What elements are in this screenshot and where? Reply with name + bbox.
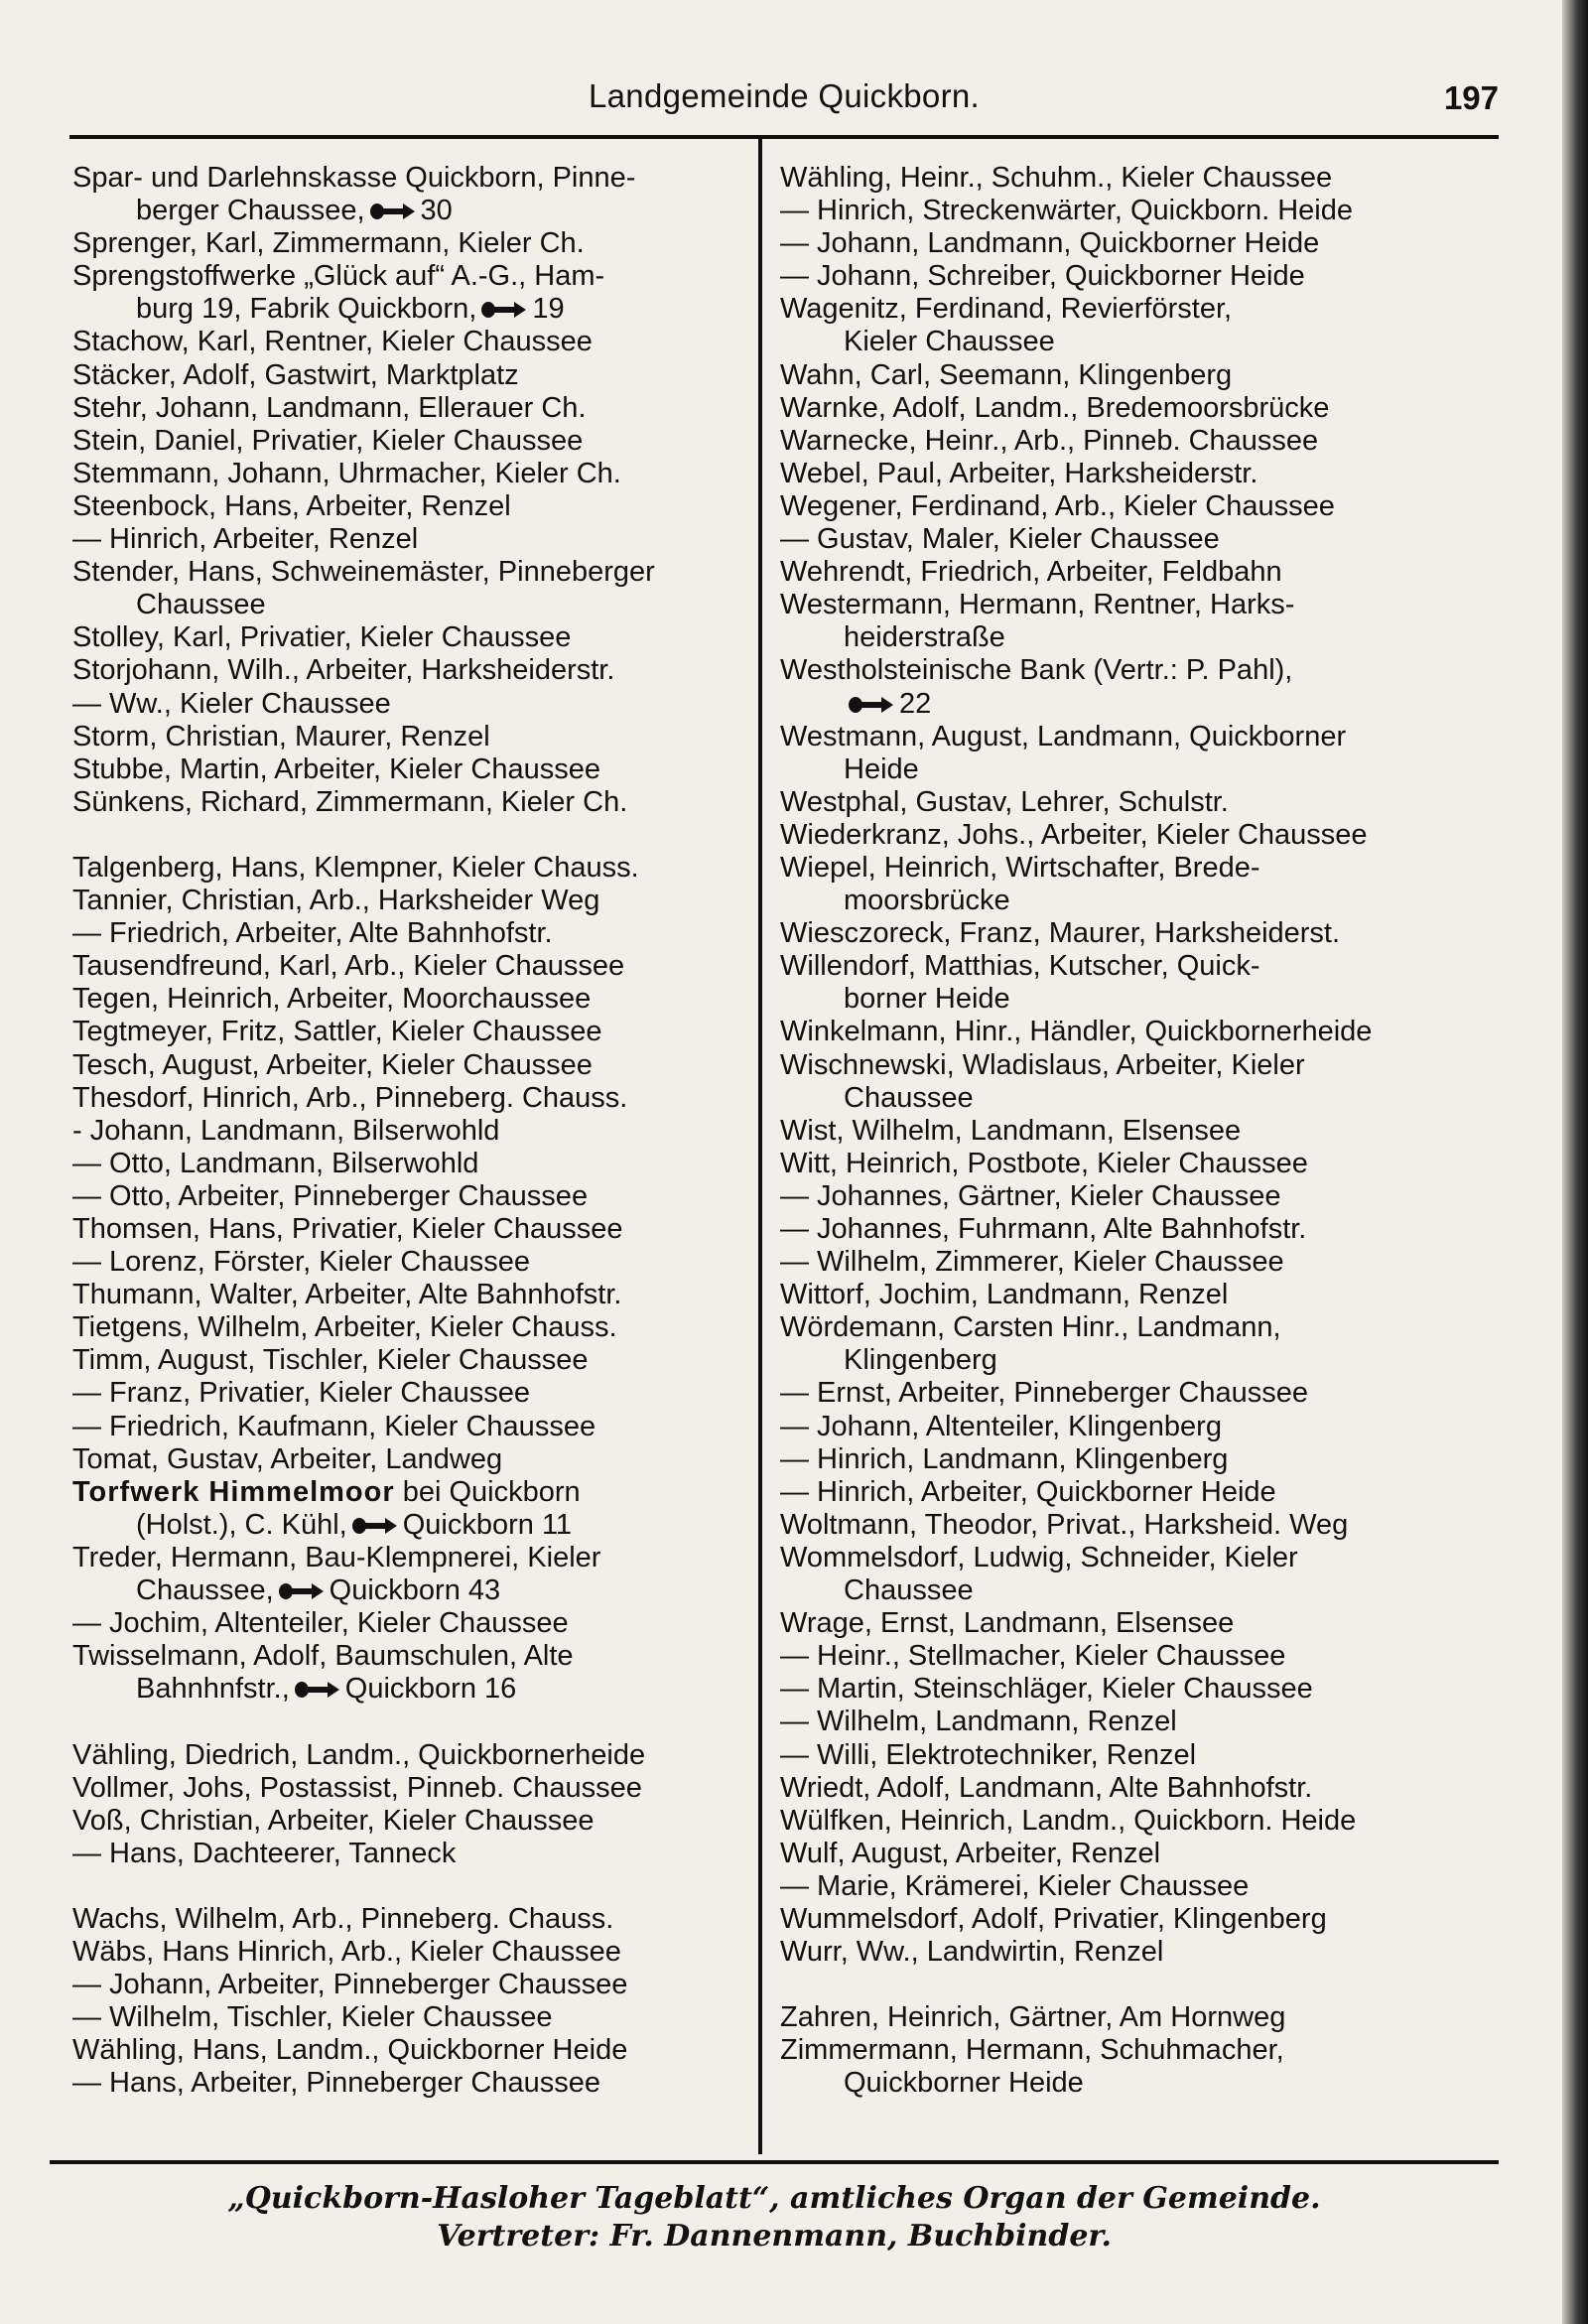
telephone-receiver-icon	[480, 300, 528, 320]
directory-entry	[780, 1903, 1495, 1936]
directory-entry	[780, 1870, 1495, 1903]
directory-entry	[780, 721, 1495, 753]
entry-text: Tannier, Christian, Arb., Harksheider Weg	[72, 885, 600, 917]
entry-text: — Gustav, Maler, Kieler Chaussee	[780, 523, 1220, 556]
directory-entry	[780, 359, 1495, 392]
directory-entry	[780, 1246, 1495, 1279]
directory-entry	[780, 1739, 1495, 1772]
entry-text: berger Chaussee,	[136, 195, 365, 227]
directory-entry	[780, 1311, 1495, 1344]
directory-entry	[72, 1574, 757, 1607]
directory-entry	[72, 1279, 757, 1311]
directory-column-right	[780, 162, 1495, 2101]
entry-text: — Heinr., Stellmacher, Kieler Chaussee	[780, 1640, 1286, 1673]
entry-text: Wommelsdorf, Ludwig, Schneider, Kieler	[780, 1541, 1298, 1573]
entry-phone-number: Quickborn 11	[402, 1508, 573, 1541]
directory-entry	[72, 852, 757, 885]
entry-text: Wist, Wilhelm, Landmann, Elsensee	[780, 1114, 1242, 1147]
entry-text: — Lorenz, Förster, Kieler Chaussee	[72, 1246, 530, 1279]
directory-entry	[780, 852, 1495, 885]
header-rule	[69, 135, 1499, 139]
entry-text: Woltmann, Theodor, Privat., Harksheid. Weg	[780, 1508, 1349, 1541]
telephone-receiver-icon	[278, 1581, 326, 1601]
directory-entry	[780, 1936, 1495, 1969]
directory-entry	[72, 753, 757, 786]
entry-phone-number: 22	[899, 687, 932, 720]
directory-entry	[780, 1016, 1495, 1048]
telephone-receiver-icon	[294, 1680, 341, 1700]
directory-entry	[780, 654, 1495, 687]
directory-entry	[780, 1542, 1495, 1574]
directory-entry	[780, 490, 1495, 523]
column-divider	[758, 139, 762, 2154]
entry-text: Wachs, Wilhelm, Arb., Pinneberg. Chauss.	[72, 1902, 614, 1935]
page-title: Landgemeinde Quickborn.	[589, 77, 980, 114]
entry-text: — Martin, Steinschläger, Kieler Chaussee	[780, 1673, 1313, 1706]
entry-text: — Ww., Kieler Chaussee	[72, 687, 391, 720]
directory-entry	[780, 392, 1495, 425]
entry-text: Stäcker, Adolf, Gastwirt, Marktplatz	[72, 358, 519, 391]
entry-text: moorsbrücke	[844, 885, 1010, 917]
directory-entry	[780, 326, 1495, 358]
entry-text: Tesch, August, Arbeiter, Kieler Chaussee	[72, 1048, 593, 1081]
entry-text: — Ernst, Arbeiter, Pinneberger Chaussee	[780, 1377, 1308, 1410]
directory-entry	[72, 1772, 757, 1805]
entry-text: Winkelmann, Hinr., Händler, Quickbornerheide	[780, 1016, 1373, 1048]
entry-text: Steenbock, Hans, Arbeiter, Renzel	[72, 489, 511, 522]
entry-text: — Hans, Dachteerer, Tanneck	[72, 1837, 457, 1869]
directory-entry	[780, 1476, 1495, 1509]
entry-text: Wehrendt, Friedrich, Arbeiter, Feldbahn	[780, 556, 1282, 589]
directory-entry	[780, 195, 1495, 227]
entry-text: — Friedrich, Arbeiter, Alte Bahnhofstr.	[72, 917, 553, 950]
directory-entry	[780, 1838, 1495, 1870]
directory-entry	[72, 1180, 757, 1213]
directory-entry	[72, 1739, 757, 1772]
entry-text: Heide	[844, 752, 919, 785]
entry-text: Wiesczoreck, Franz, Maurer, Harksheiderst.	[780, 917, 1341, 950]
directory-entry	[780, 1607, 1495, 1640]
entry-text: Stubbe, Martin, Arbeiter, Kieler Chaussee	[72, 752, 600, 785]
directory-entry	[780, 1509, 1495, 1542]
directory-entry	[780, 1115, 1495, 1148]
directory-entry	[780, 1443, 1495, 1476]
directory-entry	[780, 1082, 1495, 1115]
entry-text: Westphal, Gustav, Lehrer, Schulstr.	[780, 785, 1229, 818]
directory-entry	[72, 1673, 757, 1706]
entry-text: Wriedt, Adolf, Landmann, Alte Bahnhofstr.	[780, 1771, 1313, 1804]
entry-text: Vähling, Diedrich, Landm., Quickbornerheide	[72, 1738, 646, 1771]
entry-text: — Otto, Arbeiter, Pinneberger Chaussee	[72, 1179, 589, 1212]
entry-text: Wähling, Hans, Landm., Quickborner Heide	[72, 2034, 628, 2067]
entry-text: Tietgens, Wilhelm, Arbeiter, Kieler Chauss.	[72, 1311, 617, 1344]
directory-entry	[72, 983, 757, 1016]
entry-text: — Friedrich, Kaufmann, Kieler Chaussee	[72, 1410, 596, 1442]
entry-text: — Hinrich, Arbeiter, Renzel	[72, 523, 419, 556]
directory-entry	[72, 1246, 757, 1279]
entry-text: Tausendfreund, Karl, Arb., Kieler Chaussee	[72, 950, 625, 983]
entry-text: Zimmermann, Hermann, Schuhmacher,	[780, 2034, 1284, 2067]
directory-entry	[72, 688, 757, 721]
entry-text: Spar- und Darlehnskasse Quickborn, Pinne-	[72, 162, 636, 194]
directory-entry	[780, 556, 1495, 589]
directory-entry	[72, 621, 757, 654]
directory-entry	[72, 1148, 757, 1180]
entry-text: Witt, Heinrich, Postbote, Kieler Chaussee	[780, 1147, 1308, 1179]
directory-entry	[72, 1115, 757, 1148]
entry-text: Voß, Christian, Arbeiter, Kieler Chaussee	[72, 1804, 595, 1837]
page-number: 197	[1443, 79, 1499, 116]
directory-entry	[780, 458, 1495, 490]
directory-entry	[72, 293, 757, 326]
entry-text: Chaussee	[844, 1574, 974, 1607]
directory-entry	[780, 589, 1495, 621]
entry-text: (Holst.), C. Kühl,	[136, 1508, 347, 1541]
directory-entry	[72, 2034, 757, 2067]
entry-text: — Otto, Landmann, Bilserwohld	[72, 1147, 479, 1179]
entry-text: Wegener, Ferdinand, Arb., Kieler Chaussee	[780, 489, 1335, 522]
entry-text: — Johann, Schreiber, Quickborner Heide	[780, 260, 1305, 293]
directory-entry	[72, 786, 757, 819]
directory-entry	[780, 1148, 1495, 1180]
directory-entry	[72, 1542, 757, 1574]
directory-entry	[72, 425, 757, 458]
entry-text: — Wilhelm, Tischler, Kieler Chaussee	[72, 2001, 553, 2034]
telephone-receiver-icon	[848, 695, 895, 715]
entry-phone-number: 30	[420, 195, 453, 227]
entry-text: Treder, Hermann, Bau-Klempnerei, Kieler	[72, 1541, 601, 1573]
entry-text: — Hans, Arbeiter, Pinneberger Chaussee	[72, 2067, 600, 2100]
directory-entry	[780, 1180, 1495, 1213]
directory-entry	[72, 1411, 757, 1443]
entry-text: — Johann, Altenteiler, Klingenberg	[780, 1410, 1222, 1442]
directory-entry	[780, 1344, 1495, 1377]
page-footer	[50, 2180, 1499, 2256]
directory-entry	[780, 983, 1495, 1016]
entry-text: Twisselmann, Adolf, Baumschulen, Alte	[72, 1640, 574, 1673]
entry-company-name: Torfwerk Himmelmoor	[72, 1475, 395, 1508]
entry-text: Stolley, Karl, Privatier, Kieler Chaussee	[72, 621, 572, 654]
directory-entry	[780, 523, 1495, 556]
entry-text: Sprenger, Karl, Zimmermann, Kieler Ch.	[72, 227, 585, 260]
entry-text: Warnecke, Heinr., Arb., Pinneb. Chaussee	[780, 424, 1319, 457]
directory-entry	[72, 589, 757, 621]
entry-text: Wittorf, Jochim, Landmann, Renzel	[780, 1279, 1229, 1311]
telephone-receiver-icon	[351, 1516, 399, 1536]
footer-line-representative: Vertreter: Fr. Dannenmann, Buchbinder.	[437, 2219, 1112, 2254]
directory-entry	[72, 392, 757, 425]
directory-entry	[72, 1838, 757, 1870]
entry-text: Wischnewski, Wladislaus, Arbeiter, Kieler	[780, 1048, 1305, 1081]
entry-text: Kieler Chaussee	[844, 326, 1055, 358]
directory-entry	[72, 2001, 757, 2034]
directory-entry	[72, 195, 757, 227]
entry-text: Wummelsdorf, Adolf, Privatier, Klingenberg	[780, 1902, 1327, 1935]
entry-text: Stehr, Johann, Landmann, Ellerauer Ch.	[72, 391, 587, 424]
directory-entry	[72, 458, 757, 490]
directory-entry	[72, 1443, 757, 1476]
entry-text: Westermann, Hermann, Rentner, Harks-	[780, 589, 1295, 621]
footer-rule	[50, 2160, 1499, 2164]
directory-entry	[780, 786, 1495, 819]
entry-text: Storjohann, Wilh., Arbeiter, Harksheiderstr.	[72, 654, 615, 687]
directory-entry	[780, 227, 1495, 260]
directory-entry	[780, 1279, 1495, 1311]
entry-text: Wulf, August, Arbeiter, Renzel	[780, 1837, 1161, 1869]
entry-text: — Hinrich, Arbeiter, Quickborner Heide	[780, 1475, 1276, 1508]
directory-entry	[780, 260, 1495, 293]
directory-entry	[780, 2034, 1495, 2067]
directory-entry	[72, 326, 757, 358]
entry-text: Willendorf, Matthias, Kutscher, Quick-	[780, 950, 1260, 983]
entry-text: Torfwerk Himmelmoor bei Quickborn	[72, 1475, 581, 1508]
directory-entry	[780, 293, 1495, 326]
entry-text: Vollmer, Johs, Postassist, Pinneb. Chaussee	[72, 1771, 642, 1804]
directory-entry	[780, 819, 1495, 852]
entry-text: Chaussee	[136, 589, 266, 621]
entry-text: Talgenberg, Hans, Klempner, Kieler Chauss.	[72, 851, 639, 884]
directory-entry	[72, 1213, 757, 1246]
directory-entry	[72, 227, 757, 260]
entry-text: Wagenitz, Ferdinand, Revierförster,	[780, 293, 1233, 326]
entry-text: Wahn, Carl, Seemann, Klingenberg	[780, 358, 1233, 391]
directory-entry	[780, 753, 1495, 786]
entry-text: Bahnhnfstr.,	[136, 1673, 290, 1706]
entry-phone-number: 19	[532, 293, 565, 326]
entry-text: Westmann, August, Landmann, Quickborner	[780, 720, 1347, 752]
entry-text: Wördemann, Carsten Hinr., Landmann,	[780, 1311, 1281, 1344]
directory-entry	[780, 950, 1495, 983]
entry-text: Storm, Christian, Maurer, Renzel	[72, 720, 490, 752]
directory-entry	[72, 1311, 757, 1344]
entry-text: Wurr, Ww., Landwirtin, Renzel	[780, 1936, 1164, 1969]
entry-text: Klingenberg	[844, 1344, 997, 1377]
directory-entry	[780, 425, 1495, 458]
entry-text: Tegen, Heinrich, Arbeiter, Moorchaussee	[72, 983, 592, 1016]
entry-text: heiderstraße	[844, 621, 1005, 654]
entry-text: Tomat, Gustav, Arbeiter, Landweg	[72, 1442, 503, 1475]
entry-text: Westholsteinische Bank (Vertr.: P. Pahl),	[780, 654, 1293, 687]
entry-phone-number: Quickborn 16	[344, 1673, 517, 1706]
directory-entry	[72, 1607, 757, 1640]
page-binding-edge	[1562, 0, 1588, 2324]
entry-text: Thomsen, Hans, Privatier, Kieler Chaussee	[72, 1213, 623, 1245]
directory-entry	[72, 1936, 757, 1969]
directory-entry	[72, 490, 757, 523]
page-header	[69, 77, 1499, 137]
entry-text: Zahren, Heinrich, Gärtner, Am Hornweg	[780, 2001, 1286, 2034]
directory-entry	[72, 1640, 757, 1673]
entry-text: Wiederkranz, Johs., Arbeiter, Kieler Chaussee	[780, 818, 1368, 851]
directory-entry	[72, 654, 757, 687]
directory-entry	[72, 1509, 757, 1542]
entry-text: Thesdorf, Hinrich, Arb., Pinneberg. Chauss.	[72, 1081, 628, 1114]
entry-text: — Hinrich, Streckenwärter, Quickborn. Heide	[780, 195, 1353, 227]
entry-text: Stachow, Karl, Rentner, Kieler Chaussee	[72, 326, 593, 358]
directory-entry	[780, 1377, 1495, 1410]
entry-text: — Franz, Privatier, Kieler Chaussee	[72, 1377, 530, 1410]
entry-text: Stemmann, Johann, Uhrmacher, Kieler Ch.	[72, 457, 621, 489]
directory-entry	[72, 1344, 757, 1377]
entry-text: — Hinrich, Landmann, Klingenberg	[780, 1442, 1229, 1475]
entry-text: Wiepel, Heinrich, Wirtschafter, Brede-	[780, 851, 1260, 884]
entry-text: Timm, August, Tischler, Kieler Chaussee	[72, 1344, 589, 1377]
entry-text: — Willi, Elektrotechniker, Renzel	[780, 1738, 1197, 1771]
directory-entry	[780, 621, 1495, 654]
directory-entry	[72, 950, 757, 983]
entry-text: — Johannes, Fuhrmann, Alte Bahnhofstr.	[780, 1213, 1307, 1245]
entry-text: Wäbs, Hans Hinrich, Arb., Kieler Chaussee	[72, 1936, 621, 1969]
entry-text: — Wilhelm, Landmann, Renzel	[780, 1706, 1177, 1738]
entry-text: Wrage, Ernst, Landmann, Elsensee	[780, 1607, 1235, 1640]
directory-entry	[780, 688, 1495, 721]
entry-text: — Johann, Arbeiter, Pinneberger Chaussee	[72, 1969, 628, 2001]
entry-text: Chaussee	[844, 1081, 974, 1114]
entry-text: — Wilhelm, Zimmerer, Kieler Chaussee	[780, 1246, 1284, 1279]
directory-entry	[780, 2001, 1495, 2034]
directory-entry	[72, 885, 757, 917]
directory-entry	[72, 1903, 757, 1936]
entry-text: - Johann, Landmann, Bilserwohld	[72, 1114, 500, 1147]
directory-entry	[72, 1476, 757, 1509]
directory-entry	[72, 917, 757, 950]
entry-phone-number: Quickborn 43	[329, 1574, 501, 1607]
entry-text: Wülfken, Heinrich, Landm., Quickborn. Heide	[780, 1804, 1357, 1837]
entry-text: — Marie, Krämerei, Kieler Chaussee	[780, 1869, 1250, 1902]
directory-entry	[780, 1049, 1495, 1082]
directory-entry	[72, 2067, 757, 2100]
entry-text: Quickborner Heide	[844, 2067, 1084, 2100]
directory-column-left	[72, 162, 757, 2101]
entry-text: Stender, Hans, Schweinemäster, Pinneberger	[72, 556, 655, 589]
directory-entry	[780, 2067, 1495, 2100]
entry-text: burg 19, Fabrik Quickborn,	[136, 293, 477, 326]
entry-text: Thumann, Walter, Arbeiter, Alte Bahnhofstr.	[72, 1279, 622, 1311]
entry-text: Tegtmeyer, Fritz, Sattler, Kieler Chaussee	[72, 1016, 602, 1048]
telephone-receiver-icon	[369, 202, 417, 221]
footer-line-newspaper: „Quickborn-Hasloher Tageblatt“, amtliches Organ der Gemeinde.	[227, 2181, 1321, 2216]
directory-entry	[72, 523, 757, 556]
directory-entry	[780, 1411, 1495, 1443]
directory-entry	[72, 359, 757, 392]
entry-text: Sünkens, Richard, Zimmermann, Kieler Ch.	[72, 785, 628, 818]
entry-text: Webel, Paul, Arbeiter, Harksheiderstr.	[780, 457, 1258, 489]
directory-entry	[72, 260, 757, 293]
entry-text: Chaussee,	[136, 1574, 274, 1607]
entry-text: — Jochim, Altenteiler, Kieler Chaussee	[72, 1607, 569, 1640]
directory-entry	[780, 1805, 1495, 1838]
directory-entry	[780, 885, 1495, 917]
directory-entry	[780, 1213, 1495, 1246]
entry-text: Sprengstoffwerke „Glück auf“ A.-G., Ham-	[72, 260, 605, 293]
directory-entry	[780, 1673, 1495, 1706]
directory-entry	[780, 1772, 1495, 1805]
directory-entry	[780, 162, 1495, 195]
entry-text: — Johann, Landmann, Quickborner Heide	[780, 227, 1320, 260]
entry-text: Stein, Daniel, Privatier, Kieler Chaussee	[72, 424, 584, 457]
directory-entry	[72, 556, 757, 589]
directory-entry	[780, 1706, 1495, 1738]
directory-entry	[72, 1049, 757, 1082]
directory-entry	[780, 1574, 1495, 1607]
directory-entry	[780, 1640, 1495, 1673]
directory-entry	[72, 721, 757, 753]
entry-text: — Johannes, Gärtner, Kieler Chaussee	[780, 1179, 1281, 1212]
directory-entry	[72, 1377, 757, 1410]
directory-entry	[780, 917, 1495, 950]
directory-entry	[72, 1082, 757, 1115]
entry-text: borner Heide	[844, 983, 1010, 1016]
entry-text: Warnke, Adolf, Landm., Bredemoorsbrücke	[780, 391, 1330, 424]
entry-text: Wähling, Heinr., Schuhm., Kieler Chaussee	[780, 162, 1333, 194]
directory-entry	[72, 162, 757, 195]
directory-entry	[72, 1805, 757, 1838]
directory-entry	[72, 1969, 757, 2001]
directory-entry	[72, 1016, 757, 1048]
